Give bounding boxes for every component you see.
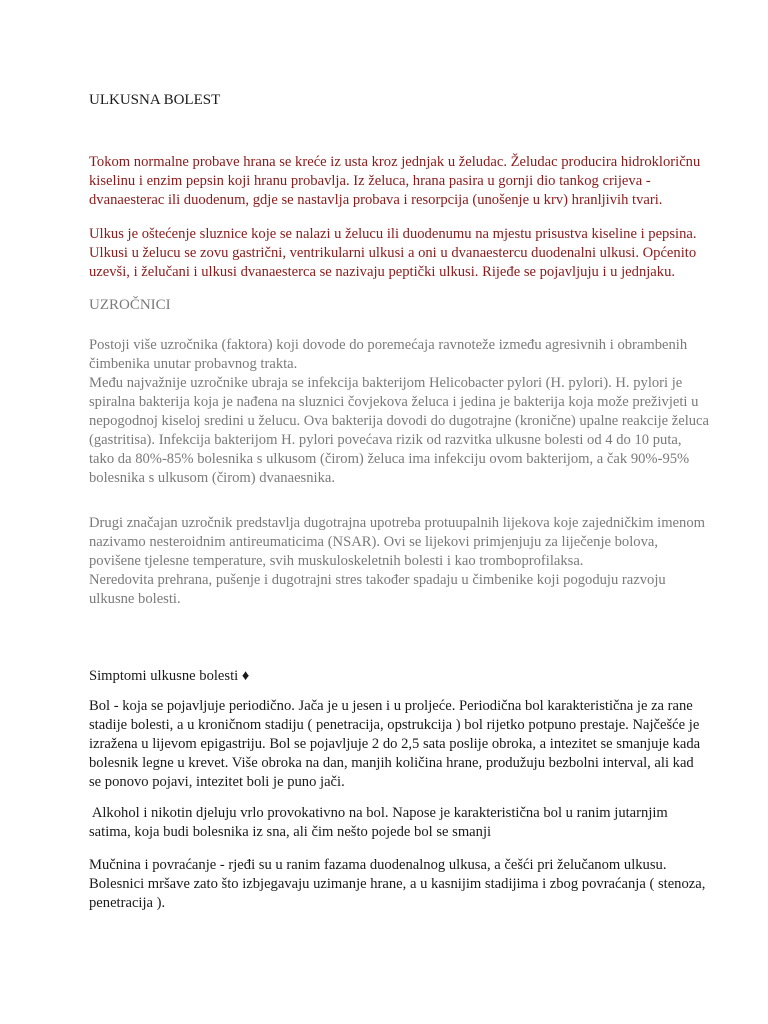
- text-line: dvanaesterac ili duodenum, gdje se nastavlja probava i resorpcija (unošenje u krv) hranljivih tvari.: [89, 192, 663, 208]
- text-line: Bolesnici mršave zato što izbjegavaju uzimanje hrane, a u kasnijim stadijima i zbog povraćanja ( stenoza,: [89, 876, 706, 892]
- text-line: Neredovita prehrana, pušenje i dugotrajni stres također spadaju u čimbenike koji pogoduju razvoju: [89, 572, 666, 588]
- text-line: ulkusne bolesti.: [89, 591, 181, 607]
- text-line: Postoji više uzročnika (faktora) koji dovode do poremećaja ravnoteže između agresivnih i obrambenih: [89, 337, 688, 353]
- text-line: Ulkusi u želucu se zovu gastrični, ventrikularni ulkusi a oni u dvanaestercu duodenalni ulkusi. Općenito: [89, 245, 697, 261]
- causes-paragraph-1: [89, 336, 710, 488]
- intro-paragraph-2: [89, 225, 697, 282]
- text-line: Ulkus je oštećenje sluznice koje se nalazi u želucu ili duodenumu na mjestu prisustva kiseline i pepsina.: [89, 226, 697, 242]
- text-line: satima, koja budi bolesnika iz sna, ali čim nešto pojede bol se smanji: [89, 824, 492, 840]
- text-line: nepogodnoj kiseloj sredini u želucu. Ova bakterija dovodi do dugotrajne (kronične) upalne reakcije želuca: [89, 413, 710, 429]
- text-line: se ponovo pojavi, intezitet boli je puno jači.: [89, 774, 345, 790]
- text-line: Tokom normalne probave hrana se kreće iz usta kroz jednjak u želudac. Želudac producira hidrokloričnu: [89, 154, 701, 170]
- symptoms-paragraph-2: [89, 804, 689, 842]
- text-line: kiselinu i enzim pepsin koji hranu probavlja. Iz želuca, hrana pasira u gornji dio tankog crijeva -: [89, 173, 651, 189]
- causes-heading: UZROČNICI: [89, 297, 171, 313]
- text-line: čimbenika unutar probavnog trakta.: [89, 356, 298, 372]
- symptoms-paragraph-1: [89, 697, 701, 792]
- text-line: spiralna bakterija koja je nađena na sluznici čovjekova želuca i jedina je bakterija koja može preživjeti u: [89, 394, 699, 410]
- document-title: ULKUSNA BOLEST: [89, 92, 221, 108]
- text-line: uzevši, i želučani i ulkusi dvanaesterca se nazivaju peptički ulkusi. Rijeđe se pojavljuju i u jednjaku.: [89, 264, 676, 280]
- text-line: stadije bolesti, a u kroničnom stadiju ( penetracija, opstrukcija ) bol rijetko potpuno prestaje. Najčešće je: [89, 717, 700, 733]
- symptoms-heading: Simptomi ulkusne bolesti ♦: [89, 668, 250, 684]
- text-line: izražena u lijevom epigastriju. Bol se pojavljuje 2 do 2,5 sata poslije obroka, a intezitet se smanjuje kada: [89, 736, 701, 752]
- symptoms-paragraph-3: [89, 856, 706, 913]
- text-line: Drugi značajan uzročnik predstavlja dugotrajna upotreba protuupalnih lijekova koje zajedničkim imenom: [89, 515, 705, 531]
- text-line: bolesnika s ulkusom (čirom) dvanaesnika.: [89, 470, 336, 486]
- text-line: tako da 80%-85% bolesnika s ulkusom (čirom) želuca ima infekciju ovom bakterijom, a čak 90%-95%: [89, 451, 690, 467]
- causes-paragraph-2: [89, 514, 705, 609]
- text-line: Mučnina i povraćanje - rjeđi su u ranim fazama duodenalnog ulkusa, a češći pri želučanom ulkusu.: [89, 857, 667, 873]
- text-line: bolesnik legne u krevet. Više obroka na dan, manjih količina hrane, produžuju bezbolni interval, ali kad: [89, 755, 694, 771]
- text-line: Među najvažnije uzročnike ubraja se infekcija bakterijom Helicobacter pylori (H. pylori). H. pylori je: [89, 375, 683, 391]
- text-line: Bol - koja se pojavljuje periodično. Jača je u jesen i u proljeće. Periodična bol karakteristična je za rane: [89, 698, 693, 714]
- text-line: nazivamo nesteroidnim antireumaticima (NSAR). Ovi se lijekovi primjenjuju za liječenje bolova,: [89, 534, 658, 550]
- text-line: (gastritisa). Infekcija bakterijom H. pylori povećava rizik od razvitka ulkusne bolesti od 4 do 10 puta,: [89, 432, 682, 448]
- intro-paragraph-1: [89, 153, 701, 210]
- text-line: povišene tjelesne temperature, svih muskuloskeletnih bolesti i kao tromboprofilaksa.: [89, 553, 584, 569]
- text-line: Alkohol i nikotin djeluju vrlo provokativno na bol. Napose je karakteristična bol u ranim jutarnjim: [89, 805, 668, 821]
- text-line: penetracija ).: [89, 895, 166, 911]
